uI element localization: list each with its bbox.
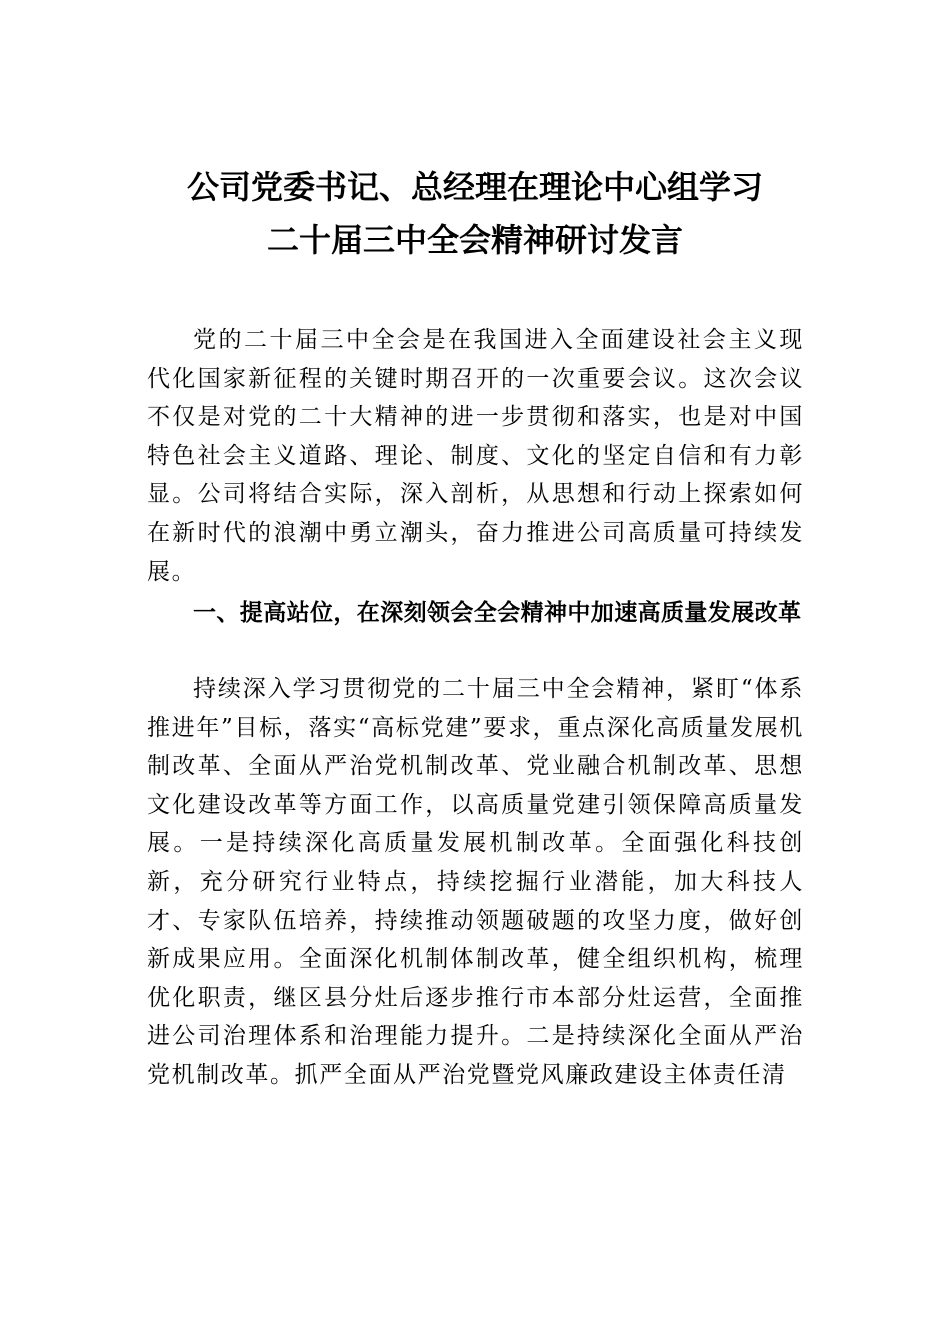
- section-1-heading: 一、提高站位，在深刻领会全会精神中加速高质量发展改革: [193, 600, 802, 626]
- title-line-1: 公司党委书记、总经理在理论中心组学习: [186, 168, 763, 206]
- title-line-2: 二十届三中全会精神研讨发言: [266, 221, 683, 259]
- section-1-paragraph: 持续深入学习贯彻党的二十届三中全会精神，紧盯“体系推进年”目标，落实“高标党建”要求，重点深化高质量发展机制改革、全面从严治党机制改革、党业融合机制改革、思想文化建设改革等方面工作，以高质量党建引领保障高质量发展。一是持续深化高质量发展机制改革。全面强化科技创新，充分研究行业特点，持续挖掘行业潜能，加大科技人才、专家队伍培养，持续推动领题破题的攻坚力度，做好创新成果应用。全面深化机制体制改革，健全组织机构，梳理优化职责，继区县分灶后逐步推行市本部分灶运营，全面推进公司治理体系和治理能力提升。二是持续深化全面从严治党机制改革。抓严全面从严治党暨党风廉政建设主体责任清: [147, 676, 804, 1088]
- document-title: [0, 161, 950, 267]
- intro-paragraph: 党的二十届三中全会是在我国进入全面建设社会主义现代化国家新征程的关键时期召开的一次重要会议。这次会议不仅是对党的二十大精神的进一步贯彻和落实，也是对中国特色社会主义道路、理论、制度、文化的坚定自信和有力彰显。公司将结合实际，深入剖析，从思想和行动上探索如何在新时代的浪潮中勇立潮头，奋力推进公司高质量可持续发展。: [147, 327, 804, 585]
